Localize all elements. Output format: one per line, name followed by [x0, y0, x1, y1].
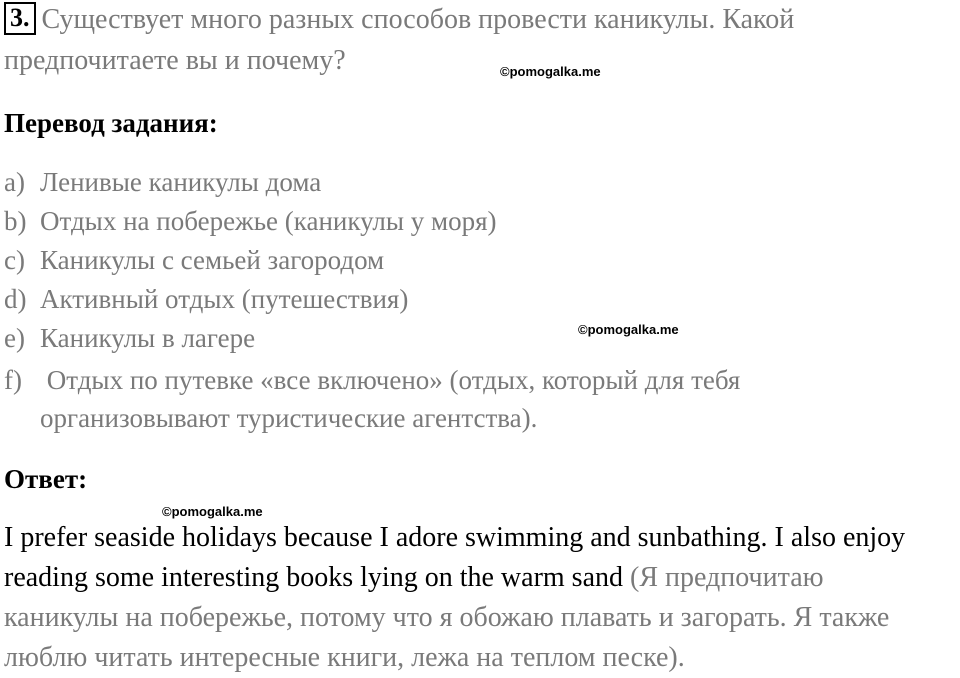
option-f [4, 363, 740, 397]
option-c-text: Каникулы с семьей загородом [40, 245, 385, 275]
option-f-text: Отдых по путевке «все включено» (отдых, который для тебя [40, 365, 741, 395]
answer-line-1 [4, 518, 905, 558]
option-b [4, 204, 497, 238]
answer-line-4 [4, 638, 685, 678]
option-b-mark: b) [4, 206, 27, 236]
answer-ru-line-4: люблю читать интересные книги, лежа на теплом песке). [4, 642, 685, 673]
option-a [4, 165, 321, 199]
option-c-mark: c) [4, 245, 25, 275]
task-question-line-1 [4, 2, 794, 37]
answer-line-2 [4, 558, 824, 598]
option-f-mark: f) [4, 365, 22, 395]
answer-en-line-2: reading some interesting books lying on the warm sand [4, 562, 623, 593]
option-e-mark: e) [4, 323, 25, 353]
task-number-badge: 3. [4, 2, 36, 35]
option-e-text: Каникулы в лагере [40, 323, 256, 353]
option-b-text: Отдых на побережье (каникулы у моря) [40, 206, 497, 236]
option-e [4, 321, 255, 355]
option-f-continuation: организовывают туристические агентства). [40, 403, 538, 433]
task-question-text-1: Существует много разных способов провести каникулы. Какой [41, 4, 795, 35]
watermark-2: ©pomogalka.me [578, 322, 679, 337]
option-d [4, 282, 408, 316]
task-question-line-2: предпочитаете вы и почему? [4, 45, 346, 76]
watermark-1: ©pomogalka.me [500, 64, 601, 79]
answer-line-3 [4, 598, 889, 638]
answer-heading: Ответ: [4, 464, 88, 494]
option-d-text: Активный отдых (путешествия) [40, 284, 409, 314]
translation-heading: Перевод задания: [4, 108, 218, 138]
watermark-3: ©pomogalka.me [162, 504, 263, 519]
option-c [4, 243, 384, 277]
option-a-text: Ленивые каникулы дома [40, 167, 322, 197]
answer-en-line-1: I prefer seaside holidays because I adore swimming and sunbathing. I also enjoy [4, 522, 906, 553]
answer-ru-line-2: (Я предпочитаю [623, 562, 824, 593]
option-a-mark: a) [4, 167, 25, 197]
answer-ru-line-3: каникулы на побережье, потому что я обожаю плавать и загорать. Я также [4, 602, 890, 633]
option-d-mark: d) [4, 284, 27, 314]
